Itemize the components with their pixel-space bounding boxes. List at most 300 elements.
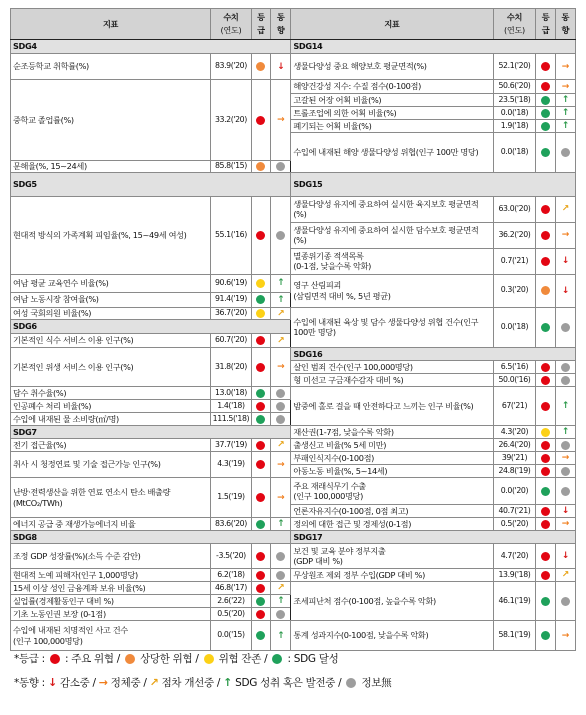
grade-red-dot-icon [541,467,550,476]
grade-cell [251,595,270,608]
table-row [11,478,576,491]
trend-legend [14,671,391,695]
grade-red-dot-icon [256,584,265,593]
indicator-value: 1.9('18) [493,120,536,133]
header-value-right [493,9,536,40]
grade-red-dot-icon [541,62,550,71]
grade-cell [536,387,555,426]
grade-cell [536,505,555,518]
trend-cell [555,274,575,307]
trend-ne-arrow-icon: ↗ [277,335,285,346]
grade-green-dot-icon [272,654,282,664]
trend-right-arrow-icon: → [561,81,569,92]
indicator-name: 트롤조업에 의한 어획 비율(%) [291,107,493,120]
indicator-value: 33.2('20) [211,80,252,161]
indicator-name: 중학교 졸업률(%) [11,80,211,161]
trend-gray-dot-icon [276,415,285,424]
grade-cell [251,400,270,413]
grade-cell [251,54,270,80]
trend-cell [271,452,291,478]
trend-cell [555,222,575,248]
grade-cell [536,120,555,133]
grade-cell [536,361,555,374]
grade-red-dot-icon [256,336,265,345]
grade-cell [536,274,555,307]
grade-cell [251,348,270,387]
trend-up-arrow-icon: ↑ [561,108,569,119]
trend-cell [271,307,291,320]
grade-cell [536,452,555,465]
trend-up-arrow-icon: ↑ [561,95,569,106]
table-row [11,544,576,569]
trend-cell [271,518,291,531]
indicator-name: 조정 GDP 성장률(%)(소득 수준 감안) [11,544,211,569]
indicator-name: 살인 범죄 건수(인구 100,000명당) [291,361,493,374]
indicator-value: 0.5('20) [211,608,252,621]
grade-red-dot-icon [256,116,265,125]
trend-legend-item-label: 정보無 [361,677,392,689]
grade-red-dot-icon [541,441,550,450]
grade-cell [536,582,555,621]
indicator-name: 밤중에 홀로 걸을 때 안전하다고 느끼는 인구 비율(%) [291,387,493,426]
grade-cell [536,307,555,348]
indicator-value: 60.7('20) [211,334,252,348]
trend-gray-dot-icon [276,162,285,171]
indicator-name: 에너지 공급 중 재생가능에너지 비율 [11,518,211,531]
grade-cell [536,80,555,94]
trend-legend-label: *동향 : [14,677,45,689]
grade-cell [251,387,270,400]
trend-right-arrow-icon: → [277,459,285,470]
table-header-row [11,9,576,40]
indicator-value: 31.8('20) [211,348,252,387]
grade-cell [536,621,555,651]
indicator-name: 기본적인 위생 서비스 이용 인구(%) [11,348,211,387]
trend-legend-item-label: 감소중 / [59,677,96,689]
legend [14,647,391,695]
grade-cell [536,374,555,387]
table-row [11,531,576,544]
indicator-value: 0.5('20) [493,518,536,531]
trend-right-arrow-icon: → [561,519,569,530]
grade-red-dot-icon [541,507,550,516]
grade-red-dot-icon [256,493,265,502]
trend-cell [271,292,291,307]
indicator-name: 아동노동 비율(%, 5~14세) [291,465,493,478]
trend-cell [271,348,291,387]
trend-cell [271,478,291,518]
indicator-value: 37.7('19) [211,439,252,452]
indicator-value: 0.0('20) [493,478,536,505]
grade-cell [251,478,270,518]
grade-orange-dot-icon [256,162,265,171]
grade-cell [251,196,270,274]
trend-up-arrow-icon: ↑ [561,427,569,438]
indicator-name: 수입에 내재된 물 소비량(㎥/명) [11,413,211,426]
grade-orange-dot-icon [125,654,135,664]
indicator-value: 40.7('21) [493,505,536,518]
trend-cell [271,274,291,292]
indicator-value: 4.3('19) [211,452,252,478]
table-row [11,54,576,80]
grade-green-dot-icon [541,597,550,606]
indicator-name: 생물다양성 중요 해양보호 평균면적(%) [291,54,493,80]
grade-legend-item-label: : 주요 위협 / [65,653,120,665]
indicator-value: 46.8('17) [211,582,252,595]
table-row [11,426,576,439]
trend-down-arrow-icon: ↓ [561,551,569,562]
trend-right-arrow-icon: → [277,492,285,503]
indicator-name: 언론자유지수(0-100점, 0점 최고) [291,505,493,518]
indicator-value: 85.8('15) [211,161,252,173]
trend-gray-dot-icon [276,552,285,561]
trend-gray-dot-icon [561,487,570,496]
indicator-value: 24.8('19) [493,465,536,478]
trend-cell [271,80,291,161]
indicator-name: 생물다양성 유지에 중요하여 실시한 담수보호 평균면적(%) [291,222,493,248]
trend-up-arrow-icon: ↑ [277,294,285,305]
indicator-value: 0.0('18) [493,307,536,348]
indicator-value: 52.1('20) [493,54,536,80]
indicator-name: 멸종위기종 적색목록 (0-1점, 낮을수록 악화) [291,248,493,274]
trend-cell [555,426,575,439]
grade-red-dot-icon [256,552,265,561]
table-row [11,348,576,361]
grade-legend [14,647,391,671]
trend-right-arrow-icon: → [561,630,569,641]
indicator-value: 6.2('18) [211,569,252,582]
indicator-name: 여남 노동시장 참여율(%) [11,292,211,307]
trend-gray-dot-icon [346,678,356,688]
grade-green-dot-icon [541,96,550,105]
indicator-name: 영구 산림피괴 (삼림면적 대비 %, 5년 평균) [291,274,493,307]
sdg-table-container [10,8,576,651]
trend-legend-item-label: 점차 개선중 / [161,677,221,689]
sdg-goal-heading: SDG16 [291,348,576,361]
indicator-value: 111.5('18) [211,413,252,426]
trend-ne-arrow-icon: ↗ [561,204,569,215]
grade-cell [536,478,555,505]
grade-cell [536,54,555,80]
trend-gray-dot-icon [276,402,285,411]
grade-cell [536,196,555,222]
indicator-name: 보건 및 교육 분야 정부지출 (GDP 대비 %) [291,544,493,569]
header-year-label: (연도) [504,25,525,35]
grade-red-dot-icon [541,454,550,463]
indicator-value: 26.4('20) [493,439,536,452]
trend-gray-dot-icon [561,467,570,476]
indicator-value: 83.6('20) [211,518,252,531]
indicator-value: 83.9('20) [211,54,252,80]
indicator-value: 0.0('15) [211,621,252,651]
indicator-name: 15세 이상 성인 금융계좌 보유 비율(%) [11,582,211,595]
indicator-value: 0.0('18) [493,107,536,120]
indicator-name: 수입에 내재된 치명적인 사고 건수 (인구 100,000명당) [11,621,211,651]
trend-cell [271,582,291,595]
grade-red-dot-icon [256,402,265,411]
trend-cell [555,518,575,531]
trend-cell [555,107,575,120]
sdg-goal-heading: SDG8 [11,531,291,544]
grade-legend-item-label: : SDG 달성 [287,653,339,665]
indicator-value: 90.6('19) [211,274,252,292]
trend-up-arrow-icon: ↑ [277,519,285,530]
indicator-name: 조세피난처 점수(0-100점, 높을수록 악화) [291,582,493,621]
indicator-value: 39('21) [493,452,536,465]
grade-green-dot-icon [256,389,265,398]
trend-cell [271,544,291,569]
header-value-label: 수치 [506,12,523,22]
header-indicator-left: 지표 [11,9,211,40]
grade-red-dot-icon [541,376,550,385]
trend-gray-dot-icon [561,323,570,332]
grade-cell [251,439,270,452]
sdg-goal-heading: SDG6 [11,320,291,334]
trend-gray-dot-icon [561,441,570,450]
grade-red-dot-icon [256,231,265,240]
header-value-label: 수치 [223,12,239,22]
grade-red-dot-icon [256,460,265,469]
grade-cell [536,569,555,582]
trend-down-arrow-icon: ↓ [47,676,57,689]
trend-gray-dot-icon [561,148,570,157]
grade-green-dot-icon [541,631,550,640]
grade-yellow-dot-icon [541,428,550,437]
trend-cell [271,161,291,173]
grade-green-dot-icon [256,597,265,606]
trend-cell [555,54,575,80]
indicator-name: 무상원조 제외 정부 수입(GDP 대비 %) [291,569,493,582]
trend-cell [555,505,575,518]
grade-cell [536,465,555,478]
indicator-name: 수입에 내재된 육상 및 담수 생물다양성 위협 건수(인구 100만 명당) [291,307,493,348]
trend-gray-dot-icon [276,571,285,580]
grade-cell [251,518,270,531]
grade-cell [536,439,555,452]
sdg-goal-heading: SDG15 [291,172,576,196]
indicator-name: 순조등학교 취학률(%) [11,54,211,80]
indicator-name: 현대적 방식의 가족계획 피임율(%, 15~49세 여성) [11,196,211,274]
trend-right-arrow-icon: → [561,61,569,72]
indicator-name: 형 미선고 구금재수감자 대비 %) [291,374,493,387]
indicator-value: 67('21) [493,387,536,426]
grade-green-dot-icon [541,148,550,157]
indicator-name: 정의에 대한 접근 및 경제성(0-1점) [291,518,493,531]
indicator-value: 0.0('18) [493,133,536,173]
grade-cell [536,133,555,173]
indicator-name: 전기 접근율(%) [11,439,211,452]
indicator-value: 2.6('22) [211,595,252,608]
trend-cell [555,544,575,569]
trend-right-arrow-icon: → [277,362,285,373]
trend-down-arrow-icon: ↓ [277,61,285,72]
indicator-name: 기초 노동인권 보장 (0-1점) [11,608,211,621]
sdg-goal-heading: SDG17 [291,531,576,544]
indicator-name: 기본적인 식수 서비스 이용 인구(%) [11,334,211,348]
header-value-left [211,9,252,40]
indicator-value: 4.3('20) [493,426,536,439]
trend-cell [271,334,291,348]
indicator-value: 46.1('19) [493,582,536,621]
trend-cell [555,439,575,452]
grade-green-dot-icon [541,487,550,496]
grade-green-dot-icon [541,109,550,118]
trend-cell [555,248,575,274]
grade-red-dot-icon [50,654,60,664]
grade-green-dot-icon [256,415,265,424]
trend-cell [555,374,575,387]
trend-cell [555,307,575,348]
indicator-value: 0.7('21) [493,248,536,274]
grade-legend-label: *등급 : [14,653,45,665]
grade-legend-item-label: 위협 잔존 / [218,653,268,665]
trend-cell [555,387,575,426]
trend-cell [271,54,291,80]
grade-cell [251,544,270,569]
indicator-value: 50.0('16) [493,374,536,387]
indicator-value: 1.4('18) [211,400,252,413]
indicator-name: 문해율(%, 15~24세) [11,161,211,173]
indicator-name: 생물다양성 유지에 중요하여 실시한 육지보호 평균면적(%) [291,196,493,222]
indicator-value: 50.6('20) [493,80,536,94]
trend-ne-arrow-icon: ↗ [277,583,285,594]
grade-cell [251,161,270,173]
table-row [11,307,576,320]
table-row [11,172,576,196]
trend-cell [271,569,291,582]
trend-down-arrow-icon: ↓ [561,256,569,267]
indicator-name: 취사 시 청정연료 및 기술 접근가능 인구(%) [11,452,211,478]
table-row [11,40,576,54]
header-year-label: (연도) [220,25,242,35]
indicator-name: 현대적 노예 피해자(인구 1,000명당) [11,569,211,582]
table-row [11,582,576,595]
trend-up-arrow-icon: ↑ [277,596,285,607]
trend-cell [555,361,575,374]
indicator-value: -3.5('20) [211,544,252,569]
table-row [11,439,576,452]
indicator-value: 63.0('20) [493,196,536,222]
trend-cell [555,120,575,133]
trend-legend-item-label: SDG 성취 혹은 발전중 / [235,677,342,689]
trend-ne-arrow-icon: ↗ [149,676,159,689]
grade-legend-item-label: 상당한 위협 / [140,653,199,665]
trend-cell [555,80,575,94]
header-grade-left: 등급 [251,9,270,40]
grade-cell [536,107,555,120]
indicator-value: 13.0('18) [211,387,252,400]
sdg-goal-heading: SDG5 [11,172,291,196]
trend-cell [555,133,575,173]
trend-gray-dot-icon [276,389,285,398]
grade-cell [536,518,555,531]
trend-up-arrow-icon: ↑ [277,278,285,289]
indicator-value: 4.7('20) [493,544,536,569]
trend-cell [271,413,291,426]
grade-cell [251,608,270,621]
indicator-name: 주요 재래식무기 수출 (인구 100,000명당) [291,478,493,505]
header-indicator-right: 지표 [291,9,493,40]
trend-cell [555,569,575,582]
table-row [11,569,576,582]
grade-red-dot-icon [541,205,550,214]
trend-down-arrow-icon: ↓ [561,285,569,296]
trend-cell [271,608,291,621]
trend-cell [271,387,291,400]
indicator-value: 0.3('20) [493,274,536,307]
trend-right-arrow-icon: → [98,676,108,689]
grade-red-dot-icon [256,571,265,580]
grade-green-dot-icon [541,122,550,131]
grade-red-dot-icon [541,520,550,529]
header-trend-right: 동향 [555,9,575,40]
grade-cell [251,334,270,348]
trend-cell [555,196,575,222]
trend-cell [555,465,575,478]
indicator-name: 출생신고 비율(% 5세 미만) [291,439,493,452]
trend-gray-dot-icon [561,363,570,372]
grade-green-dot-icon [256,520,265,529]
grade-cell [536,94,555,107]
indicator-value: 6.5('16) [493,361,536,374]
grade-red-dot-icon [541,82,550,91]
grade-red-dot-icon [256,610,265,619]
table-body [11,40,576,651]
grade-cell [251,274,270,292]
trend-right-arrow-icon: → [561,230,569,241]
grade-cell [251,307,270,320]
indicator-name: 통계 성과지수(0-100점, 낮을수록 악화) [291,621,493,651]
table-row [11,452,576,465]
indicator-name: 재산권(1-7점, 낮을수록 악화) [291,426,493,439]
indicator-name: 실업률(경제활동인구 대비 %) [11,595,211,608]
indicator-name: 여남 평균 교육연수 비율(%) [11,274,211,292]
trend-legend-item-label: 정체중 / [110,677,147,689]
trend-up-arrow-icon: ↑ [561,121,569,132]
trend-cell [555,94,575,107]
header-grade-right: 등급 [536,9,555,40]
grade-cell [536,426,555,439]
trend-gray-dot-icon [561,597,570,606]
grade-cell [536,544,555,569]
indicator-value: 58.1('19) [493,621,536,651]
indicator-name: 수입에 내재된 해양 생물다양성 위협(인구 100만 명당) [291,133,493,173]
trend-ne-arrow-icon: ↗ [277,308,285,319]
indicator-value: 55.1('16) [211,196,252,274]
trend-right-arrow-icon: → [561,453,569,464]
grade-red-dot-icon [541,571,550,580]
indicator-name: 부패인식지수(0-100점) [291,452,493,465]
grade-yellow-dot-icon [256,279,265,288]
grade-yellow-dot-icon [256,309,265,318]
trend-up-arrow-icon: ↑ [223,676,233,689]
trend-ne-arrow-icon: ↗ [277,440,285,451]
table-row [11,387,576,400]
indicator-value: 91.4('19) [211,292,252,307]
trend-cell [555,452,575,465]
indicator-name: 폐기되는 어획 비율(%) [291,120,493,133]
grade-red-dot-icon [541,257,550,266]
indicator-name: 여성 국회의원 비율(%) [11,307,211,320]
grade-cell [536,248,555,274]
grade-red-dot-icon [541,231,550,240]
trend-gray-dot-icon [561,376,570,385]
indicator-value: 36.2('20) [493,222,536,248]
grade-yellow-dot-icon [204,654,214,664]
indicator-value: 1.5('19) [211,478,252,518]
trend-cell [555,478,575,505]
table-row [11,518,576,531]
